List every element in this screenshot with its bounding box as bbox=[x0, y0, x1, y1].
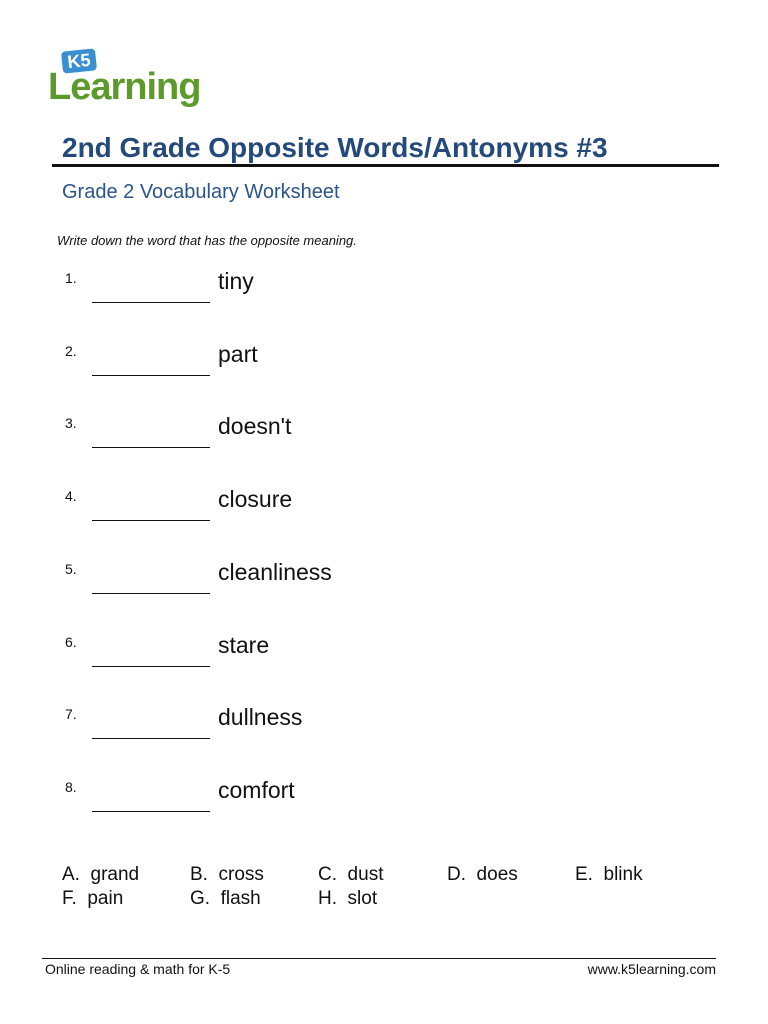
answer-blank[interactable] bbox=[92, 302, 210, 303]
instructions: Write down the word that has the opposite meaning. bbox=[57, 233, 357, 248]
title-divider bbox=[52, 164, 719, 167]
page-title: 2nd Grade Opposite Words/Antonyms #3 bbox=[62, 132, 608, 163]
answer-blank[interactable] bbox=[92, 811, 210, 812]
answer-blank[interactable] bbox=[92, 447, 210, 448]
word-bank-choice: G. flash bbox=[190, 888, 261, 909]
question-word: dullness bbox=[218, 704, 303, 731]
question-word: cleanliness bbox=[218, 558, 332, 585]
question-number: 6. bbox=[65, 633, 77, 650]
word-bank-choice: C. dust bbox=[318, 864, 384, 885]
word-bank-choice: B. cross bbox=[190, 864, 264, 885]
word-bank-choice: F. pain bbox=[62, 888, 124, 909]
answer-blank[interactable] bbox=[92, 593, 210, 594]
question-word: stare bbox=[218, 631, 270, 658]
answer-blank[interactable] bbox=[92, 375, 210, 376]
question-number: 8. bbox=[65, 778, 77, 795]
question-word: part bbox=[218, 340, 258, 367]
word-bank-choice: D. does bbox=[447, 864, 518, 885]
answer-blank[interactable] bbox=[92, 666, 210, 667]
word-bank-choice: A. grand bbox=[62, 864, 140, 885]
footer-tagline: Online reading & math for K-5 bbox=[45, 961, 231, 977]
question-word: tiny bbox=[218, 268, 254, 294]
question-word: closure bbox=[218, 486, 293, 513]
question-number: 3. bbox=[65, 415, 77, 432]
page-subtitle: Grade 2 Vocabulary Worksheet bbox=[62, 181, 340, 203]
answer-blank[interactable] bbox=[92, 738, 210, 739]
logo-badge: K5 bbox=[61, 48, 97, 73]
word-bank-choice: E. blink bbox=[575, 864, 643, 885]
question-number: 7. bbox=[65, 706, 77, 723]
question-number: 1. bbox=[65, 270, 77, 286]
question-number: 5. bbox=[65, 560, 77, 577]
question-word: comfort bbox=[218, 776, 295, 803]
word-bank-choice: H. slot bbox=[318, 888, 378, 909]
k5-learning-logo bbox=[48, 46, 201, 114]
footer-url: www.k5learning.com bbox=[587, 961, 716, 977]
question-number: 2. bbox=[65, 342, 77, 359]
question-number: 4. bbox=[65, 488, 77, 505]
answer-blank[interactable] bbox=[92, 520, 210, 521]
footer-divider bbox=[42, 958, 716, 959]
question-word: doesn't bbox=[218, 413, 292, 440]
logo-word: Learning bbox=[48, 66, 201, 108]
